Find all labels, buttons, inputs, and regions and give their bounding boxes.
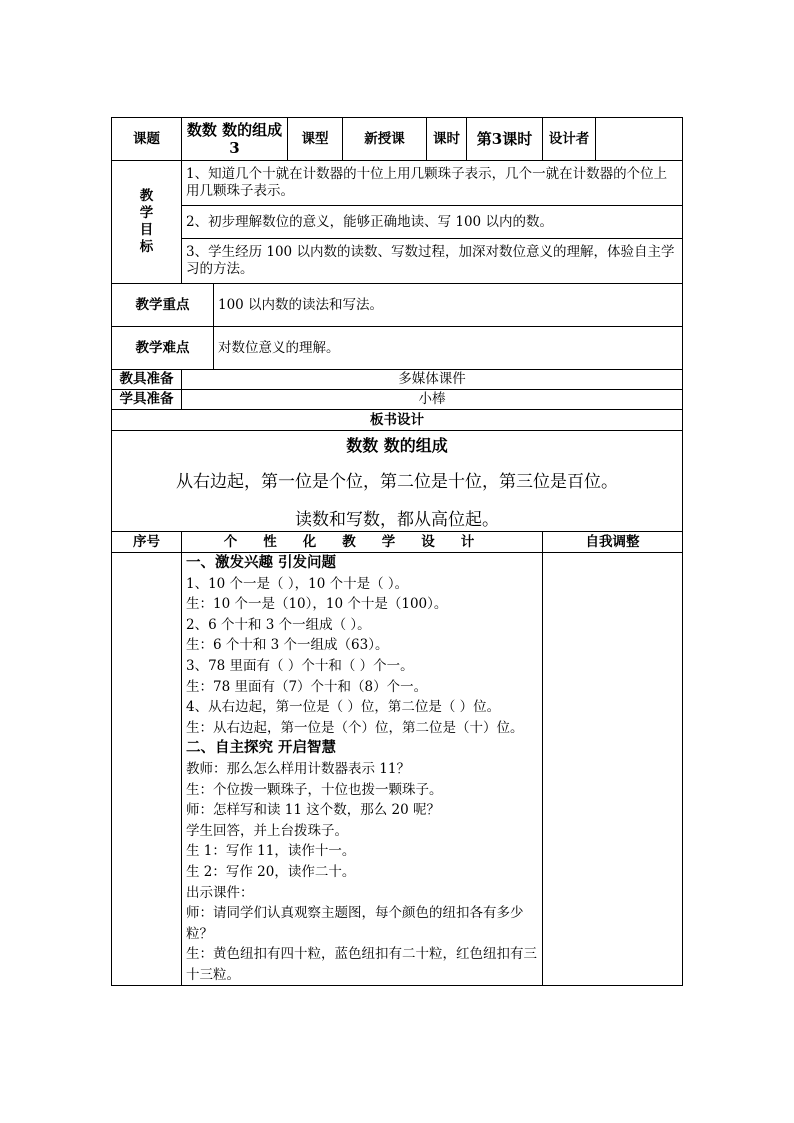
process-section-2-title: 二、自主探究 开启智慧 bbox=[186, 739, 337, 757]
lesson-plan-table bbox=[111, 117, 683, 986]
design-label: 个性化教学设计 bbox=[182, 532, 543, 553]
process-line: 学生回答，并上台拨珠子。 bbox=[186, 822, 348, 839]
designer-value bbox=[596, 118, 683, 161]
adjust-cell bbox=[543, 553, 683, 986]
process-content bbox=[182, 553, 543, 986]
teacher-prep-row bbox=[112, 370, 683, 390]
difficulty-value: 对数位意义的理解。 bbox=[214, 327, 683, 370]
board-line-1: 从右边起，第一位是个位，第二位是十位，第三位是百位。 bbox=[176, 472, 618, 492]
key-point-value: 100 以内数的读法和写法。 bbox=[214, 284, 683, 327]
adjust-label: 自我调整 bbox=[543, 532, 683, 553]
goal-row-3 bbox=[112, 239, 683, 284]
goals-label-char: 教 bbox=[139, 188, 154, 204]
goal-item-1: 1、知道几个十就在计数器的十位上用几颗珠子表示，几个一就在计数器的个位上用几颗珠子表示。 bbox=[182, 161, 683, 206]
key-point-row bbox=[112, 284, 683, 327]
process-line: 生：10 个一是（10），10 个十是（100）。 bbox=[186, 596, 448, 613]
period-value: 第3课时 bbox=[467, 118, 543, 161]
designer-label: 设计者 bbox=[543, 118, 596, 161]
process-line: 生：从右边起，第一位是（个）位，第二位是（十）位。 bbox=[186, 719, 524, 736]
topic-label: 课题 bbox=[112, 118, 182, 161]
process-line: 教师：那么怎么样用计数器表示 11？ bbox=[186, 760, 410, 777]
design-header-row bbox=[112, 532, 683, 553]
period-label: 课时 bbox=[427, 118, 467, 161]
process-line: 出示课件： bbox=[186, 884, 254, 901]
goals-label-char: 标 bbox=[139, 239, 154, 255]
board-section-title: 板书设计 bbox=[112, 410, 683, 431]
board-content bbox=[112, 431, 683, 532]
goal-item-2: 2、初步理解数位的意义，能够正确地读、写 100 以内的数。 bbox=[182, 206, 683, 239]
goals-label bbox=[112, 161, 182, 284]
student-prep-value: 小棒 bbox=[182, 390, 683, 410]
lesson-plan-page bbox=[111, 117, 682, 986]
type-label: 课型 bbox=[288, 118, 343, 161]
goal-item-3: 3、学生经历 100 以内数的读数、写数过程，加深对数位意义的理解，体验自主学习的方法。 bbox=[182, 239, 683, 284]
process-line: 生：黄色纽扣有四十粒，蓝色纽扣有二十粒，红色纽扣有三十三粒。 bbox=[186, 946, 537, 983]
goal-row-2 bbox=[112, 206, 683, 239]
seq-cell bbox=[112, 553, 182, 986]
board-content-row bbox=[112, 431, 683, 532]
goals-label-char: 目 bbox=[139, 222, 154, 238]
process-line: 师：请同学们认真观察主题图，每个颜色的纽扣各有多少粒？ bbox=[186, 905, 524, 942]
process-line: 3、78 里面有（ ）个十和（ ）个一。 bbox=[186, 657, 414, 674]
goals-label-char: 学 bbox=[139, 205, 154, 221]
seq-label: 序号 bbox=[112, 532, 182, 553]
process-row bbox=[112, 553, 683, 986]
process-line: 生：个位拨一颗珠子，十位也拨一颗珠子。 bbox=[186, 781, 443, 798]
goal-row-1 bbox=[112, 161, 683, 206]
process-line: 生：6 个十和 3 个一组成（63）。 bbox=[186, 637, 389, 654]
board-title: 数数 数的组成 bbox=[346, 436, 448, 455]
process-line: 2、6 个十和 3 个一组成（ ）。 bbox=[186, 616, 371, 633]
teacher-prep-label: 教具准备 bbox=[112, 370, 182, 390]
process-line: 4、从右边起，第一位是（ ）位，第二位是（ ）位。 bbox=[186, 699, 501, 716]
process-line: 1、10 个一是（ ），10 个十是（ ）。 bbox=[186, 575, 409, 592]
student-prep-row bbox=[112, 390, 683, 410]
process-line: 生：78 里面有（7）个十和（8）个一。 bbox=[186, 678, 428, 695]
difficulty-row bbox=[112, 327, 683, 370]
topic-value: 数数 数的组成3 bbox=[182, 118, 288, 161]
board-title-row bbox=[112, 410, 683, 431]
difficulty-label: 教学难点 bbox=[112, 327, 214, 370]
board-line-2: 读数和写数，都从高位起。 bbox=[295, 510, 499, 530]
student-prep-label: 学具准备 bbox=[112, 390, 182, 410]
key-point-label: 教学重点 bbox=[112, 284, 214, 327]
process-line: 生 2：写作 20，读作二十。 bbox=[186, 863, 356, 880]
type-value: 新授课 bbox=[343, 118, 427, 161]
teacher-prep-value: 多媒体课件 bbox=[182, 370, 683, 390]
header-row bbox=[112, 118, 683, 161]
process-line: 师：怎样写和读 11 这个数，那么 20 呢？ bbox=[186, 802, 441, 819]
process-section-1-title: 一、激发兴趣 引发问题 bbox=[186, 554, 337, 571]
process-line: 生 1：写作 11，读作十一。 bbox=[186, 843, 356, 860]
